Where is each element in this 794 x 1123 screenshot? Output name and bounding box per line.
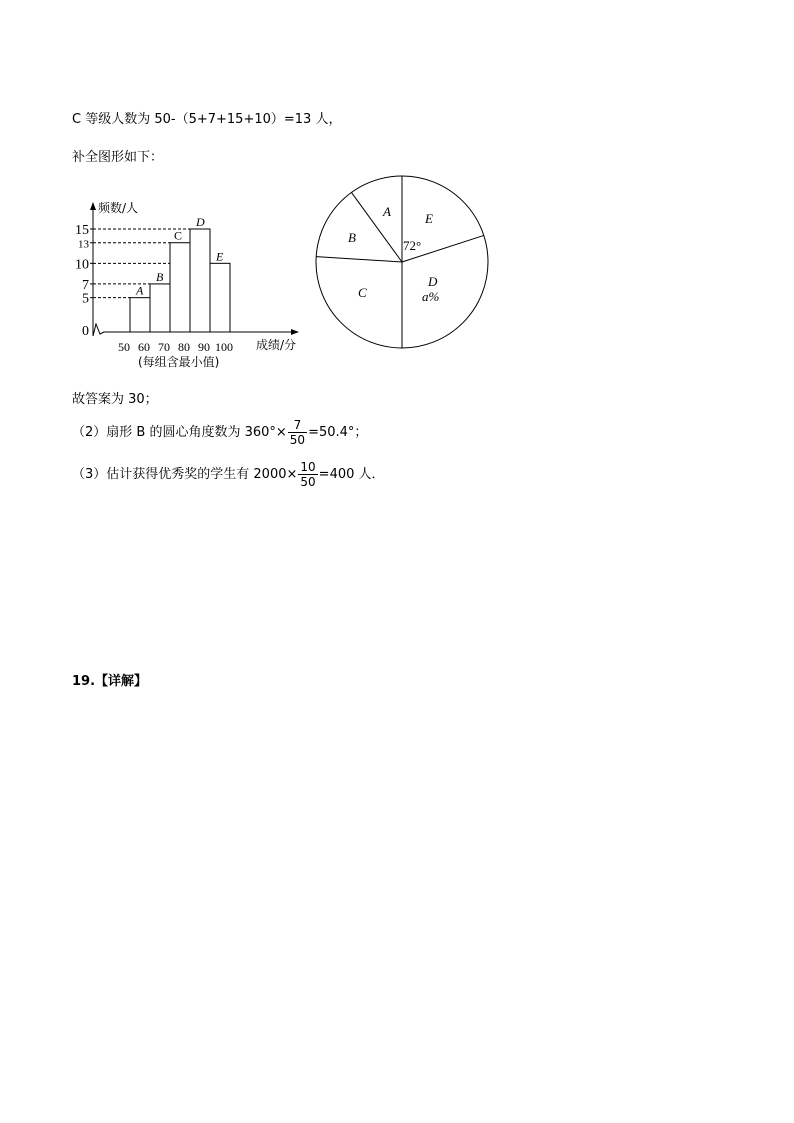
bar-letter: C bbox=[174, 228, 183, 243]
bar-letter: E bbox=[216, 249, 224, 264]
histogram-bar bbox=[150, 284, 170, 332]
bar-letter: D bbox=[196, 215, 205, 229]
q3-line bbox=[72, 460, 385, 489]
x-tick-label: 60 bbox=[138, 340, 150, 354]
histogram bbox=[68, 196, 308, 376]
pie-angle-label: 72° bbox=[403, 238, 422, 253]
q3-denominator: 50 bbox=[300, 475, 316, 489]
q2-line bbox=[72, 418, 367, 447]
pie-label-B: B bbox=[348, 230, 356, 245]
grouping-note: (每组含最小值) bbox=[138, 355, 220, 369]
bar-letter: A bbox=[136, 283, 144, 298]
y-tick-label: 0 bbox=[82, 324, 89, 339]
x-axis-arrow bbox=[291, 329, 299, 335]
x-tick-label: 100 bbox=[215, 340, 233, 354]
question-19-heading: 19.【详解】 bbox=[72, 674, 148, 689]
q2-prefix: （2）扇形 B 的圆心角度数为 360°× bbox=[72, 425, 287, 440]
x-tick-label: 90 bbox=[198, 340, 210, 354]
y-tick-label: 13 bbox=[78, 238, 89, 251]
complete-figure-line: 补全图形如下： bbox=[72, 150, 164, 165]
pie-radius bbox=[351, 192, 402, 262]
histogram-bar bbox=[210, 263, 230, 332]
y-axis-arrow bbox=[90, 202, 96, 210]
histogram-bar bbox=[130, 298, 150, 332]
x-axis-label: 成绩/分 bbox=[256, 338, 297, 352]
q2-suffix: =50.4°； bbox=[308, 425, 368, 440]
pie-label-A: A bbox=[383, 204, 391, 219]
y-tick-label: 10 bbox=[75, 257, 89, 273]
q3-prefix: （3）估计获得优秀奖的学生有 2000× bbox=[72, 467, 298, 482]
q2-fraction bbox=[288, 418, 307, 447]
pie-label-D-percent: a% bbox=[422, 289, 440, 304]
pie-label-E: E bbox=[425, 211, 433, 226]
y-tick-label: 15 bbox=[75, 223, 89, 238]
axis-break bbox=[93, 324, 104, 336]
y-tick-label: 7 bbox=[82, 277, 89, 293]
answer-line: 故答案为 30； bbox=[72, 392, 158, 407]
x-tick-label: 70 bbox=[158, 340, 170, 354]
pie-radius bbox=[316, 257, 402, 262]
y-axis-label: 频数/人 bbox=[98, 201, 139, 215]
x-tick-label: 50 bbox=[118, 340, 130, 354]
histogram-bar bbox=[190, 229, 210, 332]
bar-letter: B bbox=[156, 269, 164, 284]
q3-fraction bbox=[298, 460, 317, 489]
pie-label-C: C bbox=[358, 285, 367, 300]
pie-chart bbox=[306, 170, 506, 360]
x-tick-label: 80 bbox=[178, 340, 190, 354]
q2-numerator: 7 bbox=[288, 418, 307, 433]
q3-suffix: =400 人． bbox=[318, 467, 385, 482]
y-tick-label: 5 bbox=[82, 291, 89, 307]
c-count-line: C 等级人数为 50-（5+7+15+10）=13 人， bbox=[72, 112, 342, 127]
pie-label-D: D bbox=[428, 274, 438, 289]
q2-denominator: 50 bbox=[289, 433, 306, 447]
histogram-bar bbox=[170, 243, 190, 332]
q3-numerator: 10 bbox=[300, 460, 316, 474]
